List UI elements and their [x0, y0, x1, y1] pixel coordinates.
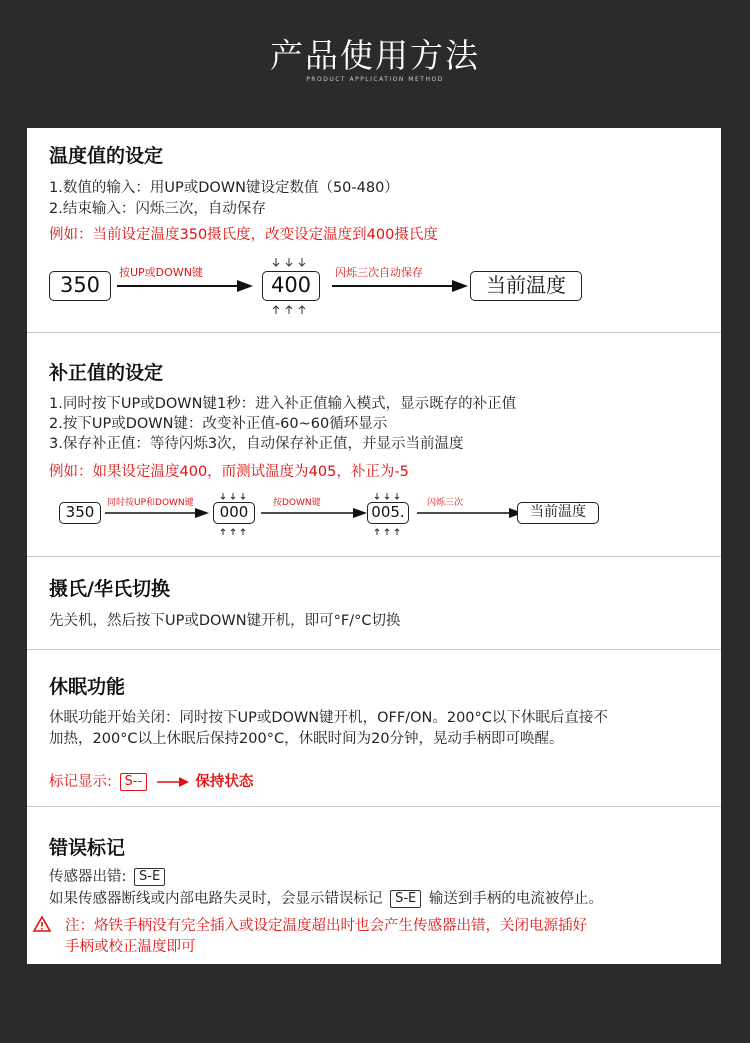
arrow-icon — [259, 507, 369, 519]
section-unit-switch — [27, 557, 721, 649]
page-subtitle: PRODUCT APPLICATION METHOD — [306, 76, 444, 83]
arrow-label: 按UP或DOWN键 — [119, 266, 203, 279]
instruction-line — [49, 887, 603, 908]
arrow-label: 按DOWN键 — [273, 498, 321, 508]
mark-label: 标记显示: — [49, 774, 112, 790]
section-heading: 补正值的设定 — [49, 362, 164, 384]
section-heading: 温度值的设定 — [49, 145, 164, 167]
instruction-line: 休眠功能开始关闭：同时按下UP或DOWN键开机，OFF/ON。200°C以下休眠后直接不 — [49, 710, 608, 726]
arrow-icon — [103, 507, 211, 519]
arrow-icon — [415, 507, 525, 519]
arrow-icon — [155, 776, 191, 788]
display-box: 400 — [262, 271, 320, 301]
error-code-box: S-E — [390, 890, 421, 908]
display-box: 当前温度 — [517, 502, 599, 524]
display-box: 350 — [49, 271, 111, 301]
line-text: 如果传感器断线或内部电路失灵时，会显示错误标记 — [49, 891, 383, 907]
warning-icon — [33, 916, 51, 932]
mark-result: 保持状态 — [195, 774, 254, 790]
instruction-line: 1.数值的输入：用UP或DOWN键设定数值（50-480） — [49, 180, 399, 196]
display-box: 005. — [367, 502, 409, 524]
example-text: 例如：如果设定温度400，而测试温度为405，补正为-5 — [49, 464, 409, 480]
arrow-icon — [115, 279, 255, 293]
display-box: 当前温度 — [470, 271, 582, 301]
instruction-line: 先关机，然后按下UP或DOWN键开机，即可°F/°C切换 — [49, 613, 401, 629]
warning-note: 手柄或校正温度即可 — [65, 939, 196, 955]
section-heading: 休眠功能 — [49, 676, 126, 698]
mark-display-row — [49, 770, 253, 791]
sensor-label: 传感器出错: — [49, 869, 127, 885]
sensor-error-row — [49, 865, 168, 886]
display-box: 350 — [59, 502, 101, 524]
section-heading: 摄氏/华氏切换 — [49, 578, 170, 600]
section-heading: 错误标记 — [49, 837, 126, 859]
section-sleep — [27, 650, 721, 806]
instruction-line: 1.同时按下UP或DOWN键1秒：进入补正值输入模式，显示既存的补正值 — [49, 396, 517, 412]
section-temp-set — [27, 128, 721, 332]
instruction-line: 加热，200°C以上休眠后保持200°C，休眠时间为20分钟，晃动手柄即可唤醒。 — [49, 731, 564, 747]
arrow-label: 闪烁三次 — [427, 498, 464, 508]
warning-note: 注：烙铁手柄没有完全插入或设定温度超出时也会产生传感器出错，关闭电源插好 — [65, 918, 587, 934]
page-header — [0, 0, 750, 128]
mark-code-box: S-- — [120, 773, 148, 791]
page-title: 产品使用方法 — [270, 36, 480, 75]
error-code-box: S-E — [134, 868, 165, 886]
instruction-line: 2.结束输入：闪烁三次，自动保存 — [49, 201, 266, 217]
arrow-label: 同时按UP和DOWN键 — [107, 498, 194, 508]
instruction-line: 2.按下UP或DOWN键：改变补正值-60~60循环显示 — [49, 416, 388, 432]
line-text: 输送到手柄的电流被停止。 — [428, 891, 603, 907]
example-text: 例如：当前设定温度350摄氏度，改变设定温度到400摄氏度 — [49, 227, 438, 243]
display-box: 000 — [213, 502, 255, 524]
instruction-line: 3.保存补正值：等待闪烁3次，自动保存补正值，并显示当前温度 — [49, 436, 464, 452]
content-panel — [27, 128, 721, 964]
section-correction — [27, 333, 721, 556]
arrow-icon — [330, 279, 470, 293]
arrow-label: 闪烁三次自动保存 — [335, 266, 423, 279]
section-error — [27, 807, 721, 964]
